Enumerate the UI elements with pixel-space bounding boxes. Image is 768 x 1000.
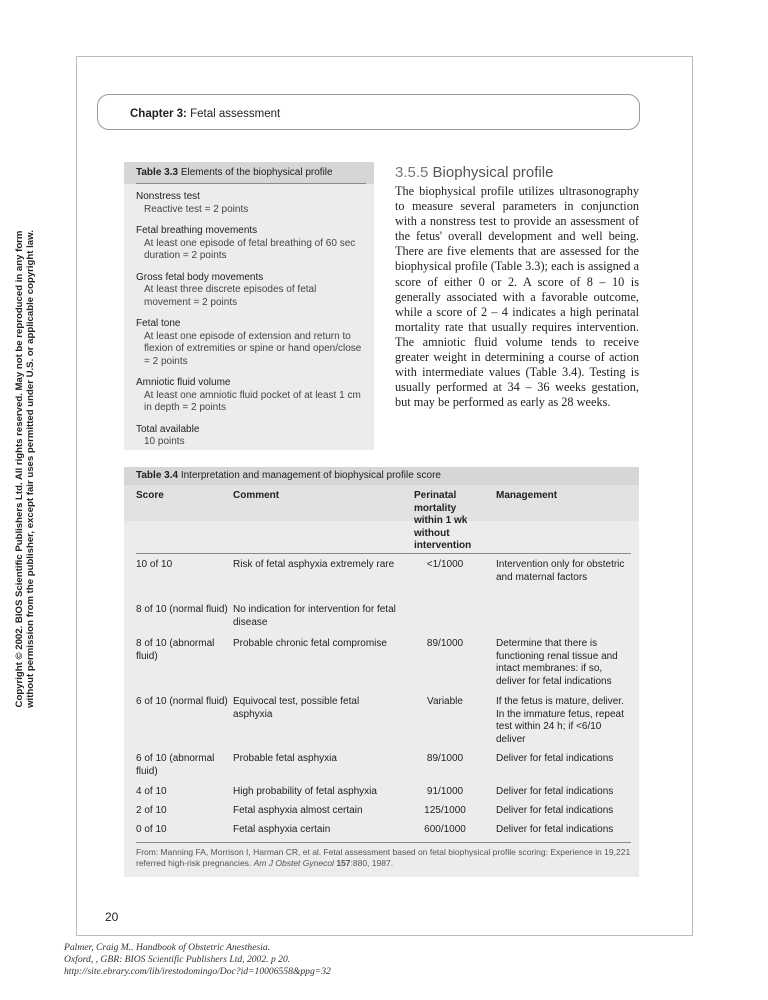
- cell-management: Deliver for fetal indications: [496, 786, 614, 797]
- cell-management: Determine that there is functioning renal tissue and intact membranes: if so, deliver for fetal indications: [496, 638, 618, 687]
- profile-element-name: Fetal breathing movements: [136, 225, 258, 236]
- cell-score: 6 of 10 (normal fluid): [136, 696, 228, 707]
- cell-comment: Risk of fetal asphyxia extremely rare: [233, 559, 395, 570]
- profile-element: [136, 191, 364, 216]
- chapter-label: Chapter 3:: [130, 108, 187, 120]
- cell-management: Deliver for fetal indications: [496, 805, 614, 816]
- footer-rule: [136, 842, 631, 843]
- cell-mortality: 89/1000: [426, 638, 464, 649]
- cell-comment: Fetal asphyxia almost certain: [233, 805, 363, 816]
- cell-mortality: 600/1000: [424, 824, 466, 835]
- cell-score: 4 of 10: [136, 786, 167, 797]
- table-3-3-caption: Elements of the biophysical profile: [180, 167, 333, 178]
- source-pages: :880, 1987.: [350, 858, 394, 868]
- cell-mortality: <1/1000: [426, 559, 464, 570]
- cell-management: Deliver for fetal indications: [496, 753, 614, 764]
- table-3-3-title: [124, 162, 374, 184]
- source-journal: Am J Obstet Gynecol: [253, 858, 334, 868]
- profile-element-name: Nonstress test: [136, 191, 200, 202]
- cell-score: 2 of 10: [136, 805, 167, 816]
- table-header-row: [124, 485, 639, 551]
- profile-element: [136, 272, 364, 310]
- column-header-score: Score: [136, 490, 164, 501]
- section-number: 3.5.5: [395, 164, 429, 181]
- profile-element-desc: 10 points: [144, 436, 185, 447]
- source-volume: 157: [336, 858, 351, 868]
- cell-score: 8 of 10 (normal fluid): [136, 604, 228, 615]
- table-3-4-caption: Interpretation and management of biophysical profile score: [180, 470, 441, 481]
- profile-element-name: Amniotic fluid volume: [136, 377, 231, 388]
- cell-comment: High probability of fetal asphyxia: [233, 786, 377, 797]
- profile-element-desc: Reactive test = 2 points: [144, 203, 249, 215]
- profile-element-desc: At least one episode of extension and return to flexion of extremities or spine or hand open/close = 2 points: [144, 330, 362, 367]
- table-source-note: [136, 847, 631, 869]
- copyright-notice: [14, 169, 36, 769]
- cell-score: 0 of 10: [136, 824, 167, 835]
- profile-element: [136, 225, 364, 263]
- table-3-3-rule: [136, 183, 366, 184]
- cell-comment: Probable chronic fetal compromise: [233, 638, 387, 649]
- table-3-4-title: [124, 467, 639, 485]
- cell-score: 10 of 10: [136, 559, 173, 570]
- column-header-comment: Comment: [233, 490, 280, 501]
- profile-element: [136, 318, 364, 368]
- profile-element-desc: At least one episode of fetal breathing of 60 sec duration = 2 points: [144, 237, 356, 261]
- cell-management: Deliver for fetal indications: [496, 824, 614, 835]
- cell-comment: Probable fetal asphyxia: [233, 753, 337, 764]
- profile-element-name: Fetal tone: [136, 318, 181, 329]
- citation-footer: [64, 942, 331, 978]
- citation-url: http://site.ebrary.com/lib/irestodomingo/Doc?id=10006558&ppg=32: [64, 966, 331, 977]
- cell-score: 8 of 10 (abnormal fluid): [136, 638, 215, 662]
- table-3-4-label: Table 3.4: [136, 470, 179, 481]
- cell-comment: Fetal asphyxia certain: [233, 824, 331, 835]
- citation-line-2: Oxford, , GBR: BIOS Scientific Publishers Ltd, 2002. p 20.: [64, 954, 291, 965]
- cell-comment: Equivocal test, possible fetal asphyxia: [233, 696, 360, 720]
- source-note-text: From: Manning FA, Morrison I, Harman CR, et al. Fetal assessment based on fetal biophysical profile scoring: Experience in 19,221 referred high-risk pregnancies.: [136, 847, 631, 868]
- profile-element: [136, 377, 364, 415]
- column-header-mortality: Perinatal mortality within 1 wk without intervention: [414, 490, 472, 551]
- profile-element-desc: At least three discrete episodes of fetal movement = 2 points: [144, 284, 317, 308]
- profile-element-desc: At least one amniotic fluid pocket of at least 1 cm in depth = 2 points: [144, 389, 361, 413]
- cell-management: Intervention only for obstetric and maternal factors: [496, 559, 625, 583]
- profile-element-name: Gross fetal body movements: [136, 271, 264, 283]
- table-3-4: [124, 467, 639, 877]
- section-heading: [395, 164, 553, 181]
- chapter-heading: [130, 108, 280, 120]
- table-3-3-label: Table 3.3: [136, 167, 179, 178]
- copyright-line-1: Copyright © 2002. BIOS Scientific Publishers Ltd. All rights reserved. May not be reproduced in any form: [14, 230, 25, 708]
- copyright-line-2: without permission from the publisher, except fair uses permitted under U.S. or applicable copyright law.: [25, 230, 36, 708]
- cell-mortality: 89/1000: [426, 753, 464, 764]
- header-rule: [136, 553, 631, 554]
- chapter-title: Fetal assessment: [190, 108, 281, 120]
- cell-mortality: 91/1000: [426, 786, 464, 797]
- cell-score: 6 of 10 (abnormal fluid): [136, 753, 215, 777]
- table-3-3: [124, 162, 374, 450]
- section-title: Biophysical profile: [432, 164, 554, 181]
- citation-line-1: Palmer, Craig M.. Handbook of Obstetric Anesthesia.: [64, 942, 271, 953]
- cell-mortality: 125/1000: [424, 805, 466, 816]
- column-header-management: Management: [496, 490, 558, 501]
- cell-comment: No indication for intervention for fetal disease: [233, 604, 396, 628]
- cell-mortality: Variable: [427, 696, 463, 707]
- profile-element: [136, 424, 364, 449]
- page-number: 20: [105, 910, 119, 924]
- cell-management: If the fetus is mature, deliver. In the immature fetus, repeat test within 24 h; if <6/10 deliver: [496, 696, 624, 745]
- table-3-3-body: [136, 191, 364, 458]
- section-body: The biophysical profile utilizes ultrasonography to measure several parameters in conjunction with a nonstress test to provide an assessment of the fetus' overall development and well being. There are five elements that are assessed for the biophysical profile (Table 3.3); each is assigned a score of either 0 or 2. A score of 8 – 10 is generally associated with a favorable outcome, while a score of 2 – 4 indicates a high perinatal mortality rate that usually requires intervention. The amniotic fluid volume tends to receive greater weight in determining a course of action with intermediate values (Table 3.4). Testing is usually performed at 34 – 36 weeks gestation, but may be performed as early as 28 weeks.: [395, 184, 639, 410]
- profile-element-name: Total available: [136, 423, 200, 435]
